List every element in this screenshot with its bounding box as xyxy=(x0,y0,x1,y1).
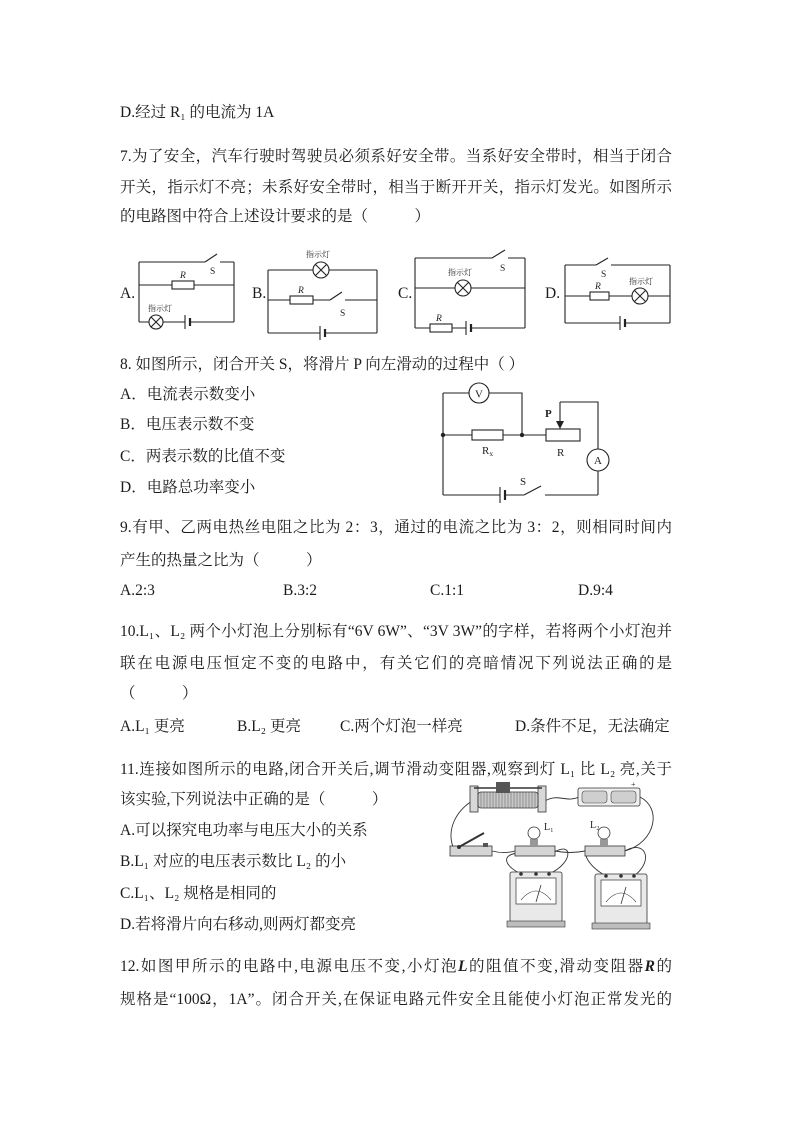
wire xyxy=(451,801,472,847)
q11-option-d: D.若将滑片向右移动,则两灯都变亮 xyxy=(120,916,356,933)
q8-option-b: B．电压表示数不变 xyxy=(120,416,255,433)
lamp-label: 指示灯 xyxy=(448,268,472,277)
switch-label: S xyxy=(500,264,506,274)
lamp-icon xyxy=(632,288,648,304)
q11-stem-line-1: 11.连接如图所示的电路,闭合开关后,调节滑动变阻器,观察到灯 L₁ 比 L₂ 亮,关于 xyxy=(120,761,672,778)
q9-option-a: A.2:3 xyxy=(120,582,155,599)
rx-label xyxy=(482,445,493,458)
q7-circuit-d xyxy=(560,255,676,329)
q10-stem-line-1: 10.L₁、L₂ 两个小灯泡上分别标有“6V 6W”、“3V 3W”的字样，若将两个小灯泡并 xyxy=(120,623,672,640)
q8-stem: 8. 如图所示，闭合开关 S，将滑片 P 向左滑动的过程中（ ） xyxy=(120,356,525,373)
q9-option-d: D.9:4 xyxy=(578,582,613,599)
resistor-rx xyxy=(472,430,503,440)
q7-figure-a-label: A. xyxy=(120,285,136,302)
q12-stem-part-1: 12.如图甲所示的电路中,电源电压不变,小灯泡 xyxy=(120,958,459,975)
lamp-label: 指示灯 xyxy=(629,277,653,286)
junction-dot xyxy=(520,433,524,437)
slide-rheostat xyxy=(470,782,546,812)
q11-stem-line-2: 该实验,下列说法中正确的是（ ） xyxy=(120,791,388,808)
voltmeter-1 xyxy=(507,872,565,927)
q8-option-c: C．两表示数的比值不变 xyxy=(120,448,286,465)
ammeter-label: A xyxy=(594,455,602,467)
lamp-label: 指示灯 xyxy=(148,304,172,313)
lamp-icon xyxy=(313,262,329,278)
q7-stem-line-2: 开关，指示灯不亮；未系好安全带时，相当于断开开关，指示灯发光。如图所示 xyxy=(120,179,672,196)
wire xyxy=(268,270,377,333)
voltmeter-label: V xyxy=(475,388,483,401)
switch-blade xyxy=(524,486,541,495)
q8-circuit xyxy=(436,372,618,504)
resistor xyxy=(590,292,609,300)
resistor xyxy=(290,296,313,304)
battery-icon xyxy=(320,326,325,340)
q7-circuit-a xyxy=(136,245,238,330)
q10-option-b: B.L₂ 更亮 xyxy=(237,718,301,735)
wire xyxy=(545,797,579,801)
switch-label: S xyxy=(520,476,527,488)
resistor-label: R xyxy=(298,286,304,296)
slider-label: P xyxy=(545,408,552,420)
q11-option-b: B.L₁ 对应的电压表示数比 L₂ 的小 xyxy=(120,853,347,870)
slider-arrow-icon xyxy=(556,421,564,429)
q12-symbol-r: R xyxy=(644,958,655,975)
q12-symbol-l: L xyxy=(458,958,468,975)
q10-option-d: D.条件不足，无法确定 xyxy=(515,718,670,735)
q9-option-b: B.3:2 xyxy=(283,582,318,599)
knife-switch xyxy=(450,833,492,856)
battery-terminal-label: + xyxy=(631,780,636,789)
resistor xyxy=(430,324,452,332)
q9-stem-line-1: 9.有甲、乙两电热丝电阻之比为 2：3，通过的电流之比为 3：2，则相同时间内 xyxy=(120,519,672,536)
q8-option-a: A．电流表示数变小 xyxy=(120,386,256,403)
battery-icon xyxy=(620,316,625,330)
switch-blade xyxy=(205,254,217,262)
q10-option-a: A.L₁ 更亮 xyxy=(120,718,185,735)
voltmeter-2 xyxy=(592,874,650,929)
q11-option-a: A.可以探究电功率与电压大小的关系 xyxy=(120,822,368,839)
q10-stem-line-2: 联在电源电压恒定不变的电路中，有关它们的亮暗情况下列说法正确的是 xyxy=(120,655,672,672)
q6-option-d: D.经过 R₁ 的电流为 1A xyxy=(120,104,275,121)
q7-circuit-b xyxy=(263,244,383,339)
wire xyxy=(586,853,606,876)
wire xyxy=(492,851,515,853)
battery-icon xyxy=(500,487,505,503)
switch-label: S xyxy=(601,270,607,280)
q8-option-d: D．电路总功率变小 xyxy=(120,479,256,496)
wire xyxy=(565,265,670,323)
switch-blade xyxy=(596,258,608,265)
rheostat xyxy=(546,429,580,441)
q12-stem-part-2: 的阻值不变,滑动变阻器 xyxy=(467,958,645,975)
lamp-icon xyxy=(455,280,471,296)
q10-stem-line-3: （ ） xyxy=(120,685,198,702)
q7-figure-d-label: D. xyxy=(545,285,561,302)
q9-option-c: C.1:1 xyxy=(430,582,465,599)
resistor-label: R xyxy=(595,282,601,292)
q11-apparatus-figure xyxy=(443,778,665,933)
q12-stem-part-3: 的 xyxy=(654,958,672,975)
q9-stem-line-2: 产生的热量之比为（ ） xyxy=(120,552,322,569)
battery-holder xyxy=(578,788,640,806)
resistor xyxy=(172,281,194,289)
q10-option-c: C.两个灯泡一样亮 xyxy=(340,718,463,735)
q7-figure-b-label: B. xyxy=(252,285,267,302)
switch-label: S xyxy=(210,267,216,277)
wire xyxy=(623,848,646,876)
lamp-l1-label: L₁ xyxy=(544,822,554,833)
lamp-label: 指示灯 xyxy=(306,250,330,259)
q7-circuit-c xyxy=(410,242,530,334)
junction-dot xyxy=(441,433,445,437)
wire xyxy=(555,851,585,853)
q7-stem-line-3: 的电路图中符合上述设计要求的是（ ） xyxy=(120,208,431,225)
lamp-l2 xyxy=(585,827,625,856)
q7-figure-c-label: C. xyxy=(398,285,413,302)
rheostat-label: R xyxy=(557,447,565,459)
battery-icon xyxy=(466,321,471,335)
resistor-label: R xyxy=(436,314,442,324)
q12-stem-line-1 xyxy=(120,956,672,978)
wire xyxy=(139,262,234,322)
battery-icon xyxy=(185,315,190,329)
resistor-label: R xyxy=(180,271,186,281)
switch-blade xyxy=(492,250,505,258)
rx-label-main: R xyxy=(482,445,490,457)
q12-stem-line-2: 规格是“100Ω，1A”。闭合开关,在保证电路元件安全且能使小灯泡正常发光的 xyxy=(120,991,672,1008)
switch-label: S xyxy=(340,309,346,319)
q7-stem-line-1: 7.为了安全，汽车行驶时驾驶员必须系好安全带。当系好安全带时，相当于闭合 xyxy=(120,148,672,165)
lamp-l2-label: L₂ xyxy=(590,820,600,831)
switch-blade xyxy=(330,292,342,300)
rx-label-sub: x xyxy=(489,449,494,458)
lamp-icon xyxy=(149,315,163,329)
q11-option-c: C.L₁、L₂ 规格是相同的 xyxy=(120,885,277,902)
